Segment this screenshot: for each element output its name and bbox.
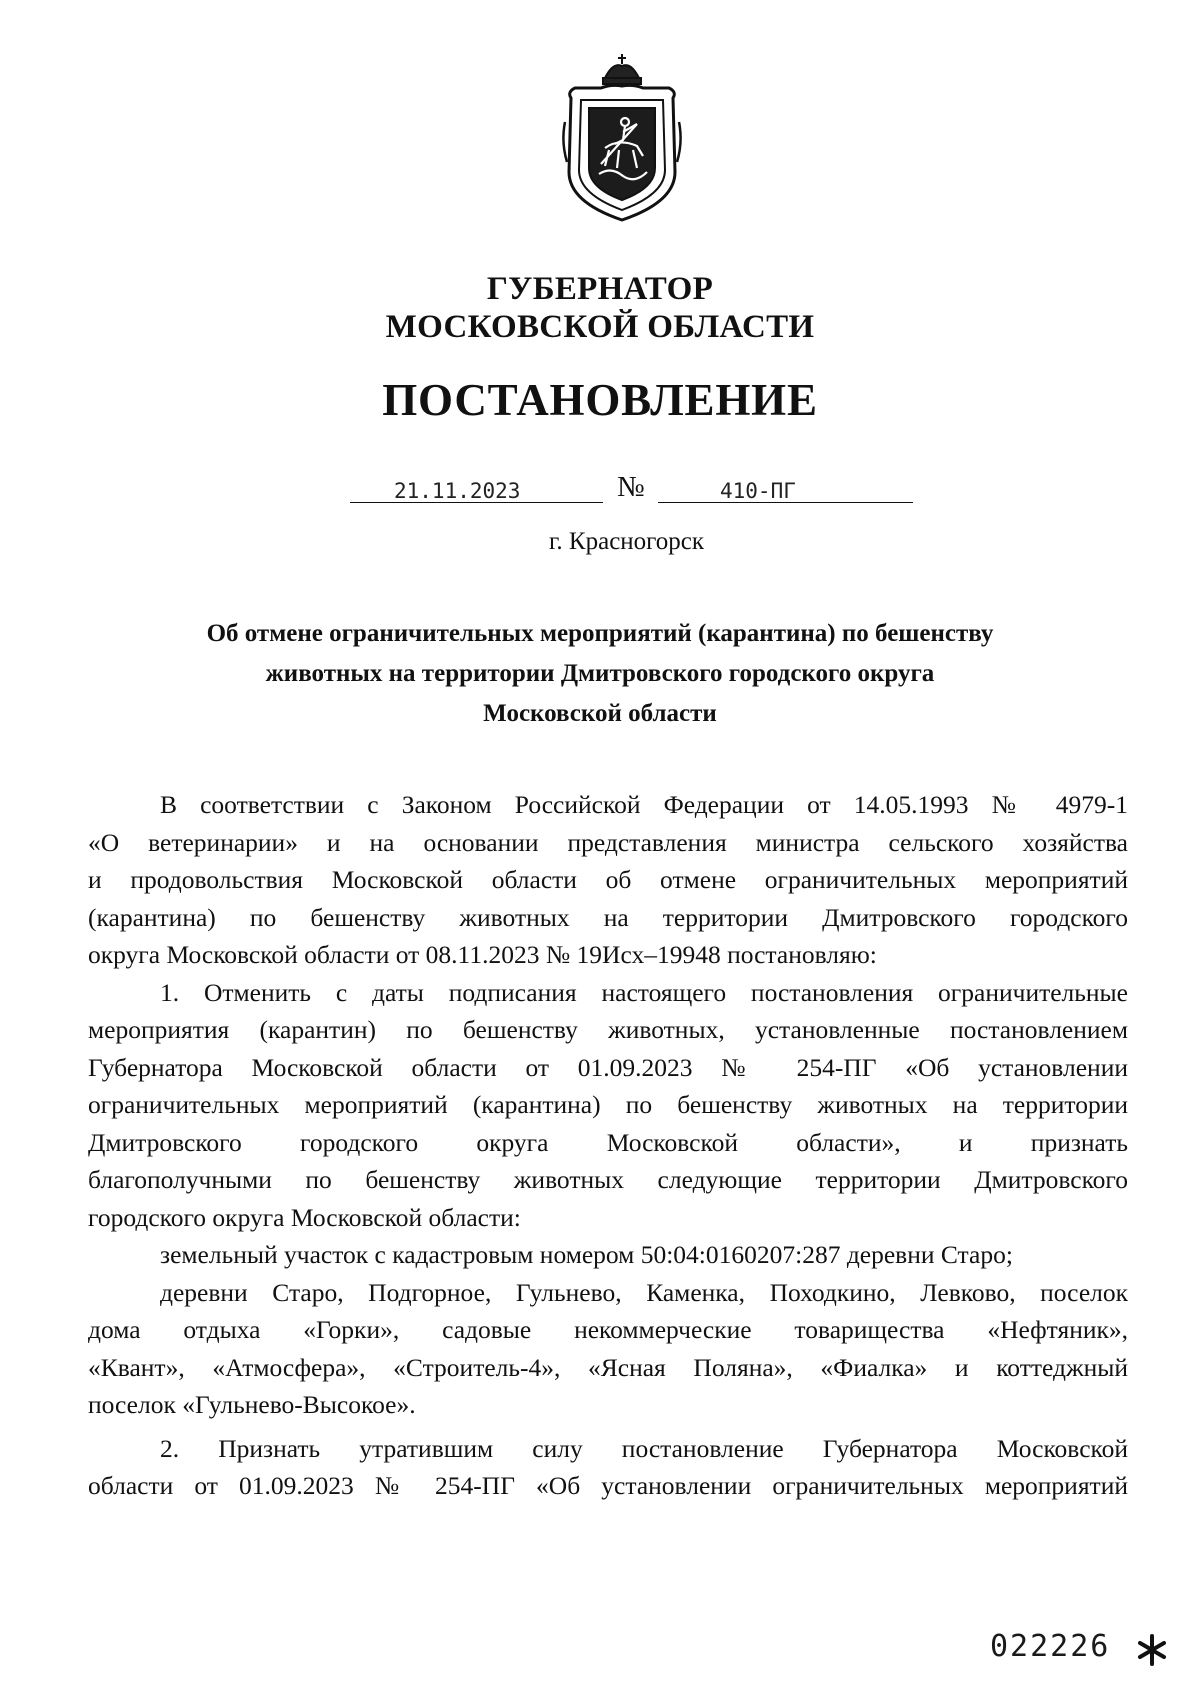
body-line: деревни Старо, Подгорное, Гульнево, Каменка, Походкино, Левково, поселок <box>160 1278 1128 1307</box>
coat-of-arms-icon <box>561 52 683 224</box>
body-line: городского округа Московской области: <box>88 1203 521 1232</box>
body-line: Дмитровского городского округа Московской области», и признать <box>88 1128 1128 1157</box>
body-line: 2. Признать утратившим силу постановление Губернатора Московской <box>160 1434 1128 1463</box>
body-line: (карантина) по бешенству животных на территории Дмитровского городского <box>88 903 1128 932</box>
body-line: ограничительных мероприятий (карантина) по бешенству животных на территории <box>88 1090 1128 1119</box>
subject-line: Московской области <box>483 700 717 727</box>
body-line: поселок «Гульнево-Высокое». <box>88 1390 416 1419</box>
body-line: В соответствии с Законом Российской Федерации от 14.05.1993 № 4979-1 <box>160 790 1128 819</box>
body-line: дома отдыха «Горки», садовые некоммерческие товарищества «Нефтяник», <box>88 1315 1128 1344</box>
body-line: и продовольствия Московской области об отмене ограничительных мероприятий <box>88 865 1128 894</box>
subject-line: Об отмене ограничительных мероприятий (карантина) по бешенству <box>206 620 994 647</box>
registration-number-field <box>658 476 913 503</box>
number-sign: № <box>617 471 645 503</box>
authority-title-line1: ГУБЕРНАТОР <box>486 271 714 307</box>
body-line: области от 01.09.2023 № 254-ПГ «Об установлении ограничительных мероприятий <box>88 1471 1128 1500</box>
subject-line: животных на территории Дмитровского городского округа <box>265 660 935 687</box>
body-line: мероприятия (карантин) по бешенству животных, установленные постановлением <box>88 1015 1128 1044</box>
document-type-title: ПОСТАНОВЛЕНИЕ <box>382 375 818 425</box>
body-line: «О ветеринарии» и на основании представления министра сельского хозяйства <box>88 828 1128 857</box>
issue-city: г. Красногорск <box>549 528 705 555</box>
body-line: благополучными по бешенству животных следующие территории Дмитровского <box>88 1165 1128 1194</box>
registration-date: 21.11.2023 <box>394 479 521 503</box>
form-serial-number: 022226 <box>990 1629 1111 1664</box>
registration-date-field <box>350 476 603 503</box>
authority-title-line2: МОСКОВСКОЙ ОБЛАСТИ <box>385 309 815 345</box>
body-line: земельный участок с кадастровым номером 50:04:0160207:287 деревни Старо; <box>160 1240 1013 1269</box>
body-line: «Квант», «Атмосфера», «Строитель-4», «Ясная Поляна», «Фиалка» и коттеджный <box>88 1353 1128 1382</box>
body-line: Губернатора Московской области от 01.09.2023 № 254-ПГ «Об установлении <box>88 1053 1128 1082</box>
asterisk-icon <box>1134 1632 1170 1668</box>
body-line: 1. Отменить с даты подписания настоящего постановления ограничительные <box>160 978 1128 1007</box>
body-line: округа Московской области от 08.11.2023 № 19Исх–19948 постановляю: <box>88 940 877 969</box>
registration-number: 410-ПГ <box>720 479 796 503</box>
